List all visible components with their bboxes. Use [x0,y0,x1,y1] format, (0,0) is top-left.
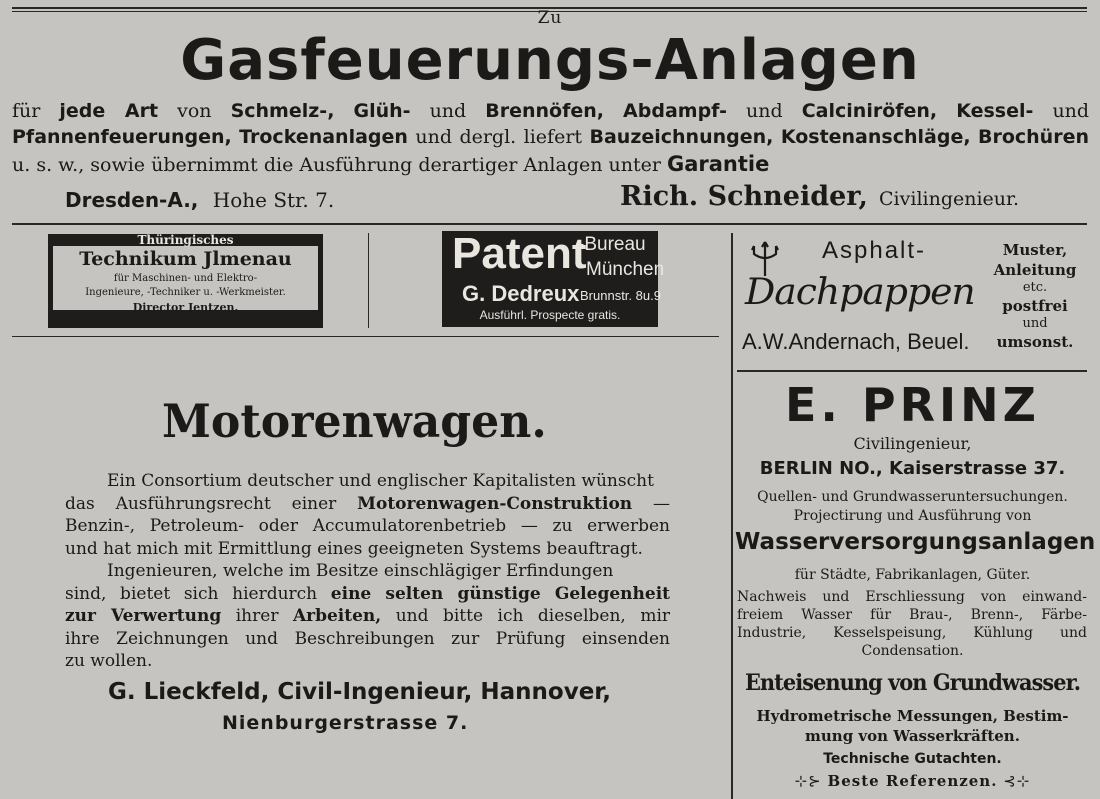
motoren-p1-l2: das Ausführungsrecht einer Motorenwagen-Construktion — [65,493,671,514]
technikum-l1: Thüringisches [137,233,234,247]
asphalt-s5: und [1022,316,1048,331]
asphalt-script: Dachpappen [745,272,975,313]
prinz-l10: Technische Gutachten. [823,751,1002,767]
prinz-l6: Industrie, Kesselspeisung, Kühlung und [737,625,1087,641]
patent-box [442,229,665,327]
prinz-l4: Nachweis und Erschliessung von einwand- [737,589,1087,605]
ad-line-1: für jede Art von Schmelz-, Glüh- und Brennöfen, Abdampf- und Calciniröfen, Kessel- und [12,100,1090,122]
ad-signature: Rich. Schneider, Civilingenieur. [620,181,1020,212]
asphalt-word: Asphalt- [822,237,927,264]
ad-line-2: Pfannenfeuerungen, Trockenanlagen und dergl. liefert Bauzeichnungen, Kostenanschläge, Brochüren [12,126,1089,148]
prinz-name: E. PRINZ [784,378,1040,432]
prinz-fraktur: Enteisenung von Grundwasser. [744,670,1081,696]
motoren-p1-l3: Benzin-, Petroleum- oder Accumulatorenbetrieb — zu erwerben [65,516,670,536]
motoren-p1-l1: Ein Consortium deutscher und englischer Kapitalisten wünscht [107,471,654,491]
motoren-signature: G. Lieckfeld, Civil-Ingenieur, Hannover, [108,679,612,705]
ornament-left-icon: ⊹⊱ [794,772,822,790]
ad-line-3: u. s. w., sowie übernimmt die Ausführung derartiger Anlagen unter Garantie [12,152,770,176]
prinz-l8: Hydrometrische Messungen, Bestim- [756,707,1069,725]
technikum-l2: Technikum Jlmenau [79,248,292,270]
motoren-title: Motorenwagen. [162,394,547,448]
asphalt-company: A.W.Andernach, Beuel. [742,329,970,354]
motoren-p2-l4: ihre Zeichnungen und Beschreibungen zur Prüfung einsenden [65,628,670,649]
prinz-l5: freiem Wasser für Brau-, Brenn-, Färbe- [737,607,1087,623]
patent-big: Patent [452,229,587,278]
asphalt-s2: Anleitung [993,261,1077,279]
patent-footer: Ausführl. Prospecte gratis. [479,308,621,322]
prinz-refs: Beste Referenzen. [827,772,998,790]
asphalt-s6: umsonst. [996,333,1074,351]
technikum-l3: für Maschinen- und Elektro- [113,273,258,284]
motoren-address: Nienburgerstrasse 7. [222,712,469,734]
technikum-box [48,234,323,328]
technikum-l4: Ingenieure, -Techniker u. -Werkmeister. [85,287,286,298]
prinz-address: BERLIN NO., Kaiserstrasse 37. [759,458,1066,479]
prinz-l1: Quellen- und Grundwasseruntersuchungen. [757,489,1068,505]
motoren-p2-l5: zu wollen. [65,651,153,671]
asphalt-s4: postfrei [1002,297,1068,315]
patent-bureau: -Bureau [578,234,646,255]
separator-left [12,336,719,337]
motoren-p1-l4: und hat mich mit Ermittlung eines geeigneten Systems beauftragt. [65,538,643,559]
patent-address: Brunnstr. 8u.9 [580,288,661,303]
asphalt-side [985,240,1085,352]
patent-name: G. Dedreux [462,281,580,306]
ad-headline: Gasfeuerungs-Anlagen [180,28,920,93]
divider-2 [731,233,733,799]
ad-zu: Zu [537,8,563,28]
patent-muenchen: München [586,259,665,280]
prinz-refs-line [735,772,1090,790]
prinz-l9: mung von Wasserkräften. [805,727,1020,745]
asphalt-s1: Muster, [1002,241,1068,259]
ornament-right-icon: ⊰⊹ [1003,772,1031,790]
technikum-l5: Director Jentzen. [132,301,239,314]
motoren-p2-l1: Ingenieuren, welche im Besitze einschlägiger Erfindungen [107,561,614,581]
motoren-body [65,470,670,673]
divider-1 [368,233,369,328]
separator-right [737,370,1087,372]
prinz-l3: für Städte, Fabrikanlagen, Güter. [794,567,1031,583]
separator-top [12,223,1087,225]
motoren-p2-l2: sind, bietet sich hierdurch eine selten günstige Gelegenheit [65,583,670,604]
asphalt-s3: etc. [1022,280,1048,295]
prinz-l7: Condensation. [861,643,964,659]
motoren-p2-l3: zur Verwertung ihrer Arbeiten, und bitte ich dieselben, mir [65,606,671,626]
ad-address: Dresden-A., Hohe Str. 7. [65,188,335,212]
prinz-title: Civilingenieur, [853,434,972,453]
prinz-l2: Projectirung und Ausführung von [793,508,1032,524]
prinz-big: Wasserversorgungsanlagen [735,529,1096,555]
